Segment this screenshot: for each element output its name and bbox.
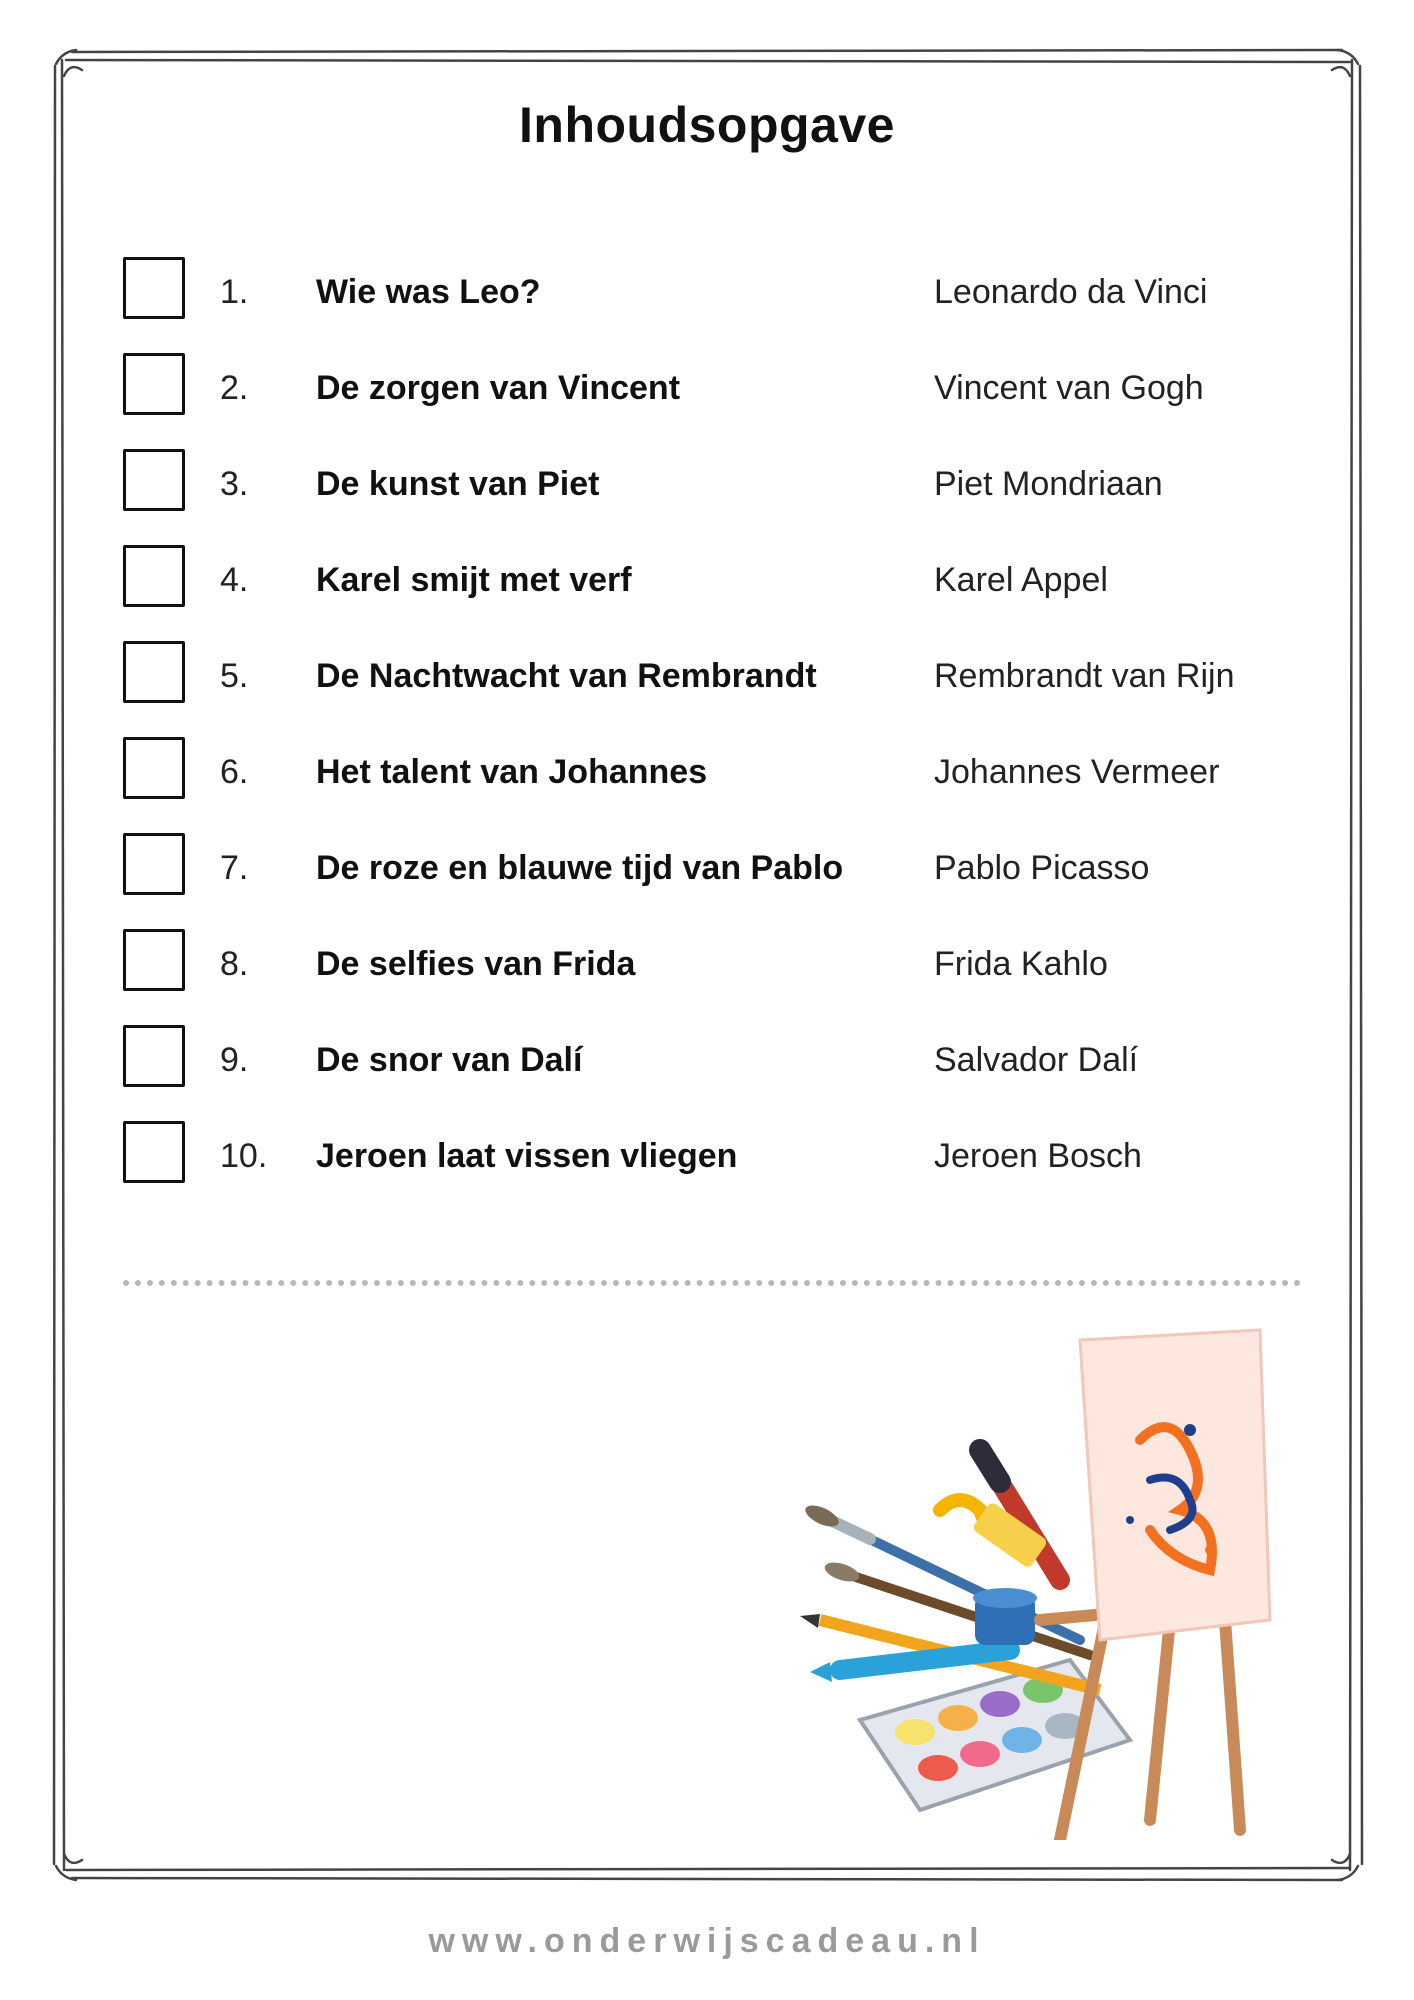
- chapter-title: Jeroen laat vissen vliegen: [316, 1137, 738, 1175]
- chapter-title: De Nachtwacht van Rembrandt: [316, 657, 817, 695]
- chapter-title: De zorgen van Vincent: [316, 369, 681, 407]
- toc-row: [123, 257, 1303, 353]
- paint-tube-icon: [940, 1500, 1048, 1569]
- website-url: www.onderwijscadeau.nl: [428, 1922, 986, 1960]
- toc-row: [123, 1121, 1303, 1217]
- chapter-artist: Vincent van Gogh: [934, 369, 1204, 407]
- toc-row: [123, 929, 1303, 1025]
- checkbox[interactable]: [123, 449, 185, 511]
- toc-row: [123, 1025, 1303, 1121]
- chapter-number: 7.: [220, 849, 249, 887]
- chapter-title: De kunst van Piet: [316, 465, 600, 503]
- toc-row: [123, 353, 1303, 449]
- art-supplies-illustration: [800, 1320, 1320, 1840]
- checkbox[interactable]: [123, 1025, 185, 1087]
- table-of-contents: [123, 257, 1303, 1217]
- chapter-number: 9.: [220, 1041, 249, 1079]
- chapter-artist: Karel Appel: [934, 561, 1108, 599]
- checkbox[interactable]: [123, 353, 185, 415]
- chapter-artist: Rembrandt van Rijn: [934, 657, 1235, 695]
- chapter-artist: Pablo Picasso: [934, 849, 1150, 887]
- checkbox[interactable]: [123, 833, 185, 895]
- chapter-title: De roze en blauwe tijd van Pablo: [316, 849, 844, 887]
- chapter-artist: Leonardo da Vinci: [934, 273, 1208, 311]
- checkbox[interactable]: [123, 641, 185, 703]
- chapter-title: Wie was Leo?: [316, 273, 541, 311]
- checkbox[interactable]: [123, 1121, 185, 1183]
- checkbox[interactable]: [123, 257, 185, 319]
- chapter-title: Het talent van Johannes: [316, 753, 708, 791]
- chapter-number: 1.: [220, 273, 249, 311]
- chapter-number: 2.: [220, 369, 249, 407]
- toc-row: [123, 833, 1303, 929]
- chapter-number: 5.: [220, 657, 249, 695]
- chapter-number: 4.: [220, 561, 249, 599]
- canvas-icon: [1080, 1330, 1270, 1640]
- chapter-title: Karel smijt met verf: [316, 561, 632, 599]
- chapter-title: De selfies van Frida: [316, 945, 636, 983]
- checkbox[interactable]: [123, 737, 185, 799]
- page-title: Inhoudsopgave: [519, 97, 895, 153]
- chapter-artist: Piet Mondriaan: [934, 465, 1163, 503]
- chapter-number: 3.: [220, 465, 249, 503]
- chapter-number: 6.: [220, 753, 249, 791]
- checkbox[interactable]: [123, 545, 185, 607]
- paint-jar-icon: [973, 1588, 1037, 1645]
- chapter-artist: Frida Kahlo: [934, 945, 1108, 983]
- chapter-number: 10.: [220, 1137, 268, 1175]
- toc-row: [123, 449, 1303, 545]
- chapter-artist: Salvador Dalí: [934, 1041, 1139, 1079]
- toc-row: [123, 737, 1303, 833]
- dotted-divider: [123, 1280, 1301, 1286]
- chapter-artist: Jeroen Bosch: [934, 1137, 1142, 1175]
- chapter-artist: Johannes Vermeer: [934, 753, 1220, 791]
- toc-row: [123, 545, 1303, 641]
- toc-row: [123, 641, 1303, 737]
- chapter-title: De snor van Dalí: [316, 1041, 583, 1079]
- checkbox[interactable]: [123, 929, 185, 991]
- chapter-number: 8.: [220, 945, 249, 983]
